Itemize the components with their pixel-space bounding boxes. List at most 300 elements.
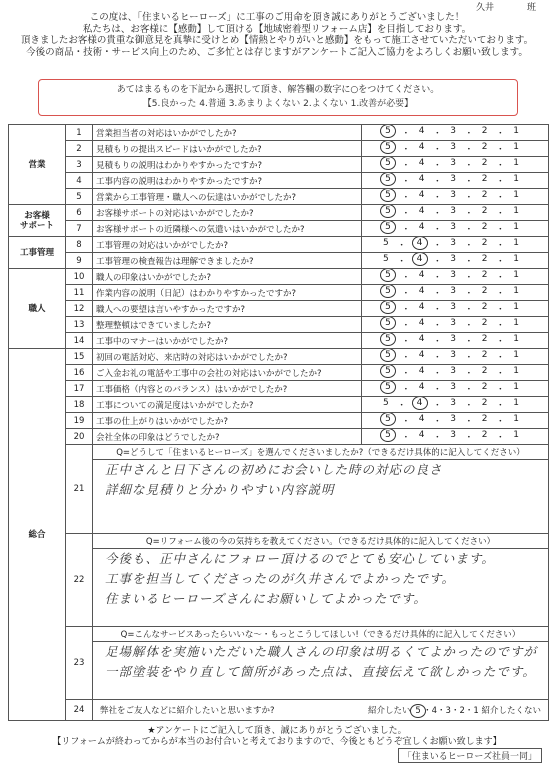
rating-separator: ・ — [432, 273, 442, 283]
rating-separator: ・ — [464, 353, 474, 363]
rating-option[interactable]: 1 — [513, 158, 519, 168]
rating-separator: ・ — [432, 305, 442, 315]
intro-line: 私たちは、お客様に【感動】して頂ける【地域密着型リフォーム店】を目指しております。 — [82, 23, 472, 35]
rating-option[interactable]: 1 — [513, 142, 519, 152]
rating-option[interactable]: 3 — [450, 270, 456, 280]
rating-option[interactable]: 2 — [481, 334, 488, 344]
rating-scale[interactable] — [362, 253, 549, 269]
rating-separator: ・ — [432, 209, 442, 219]
question-text: 整理整頓はできていましたか? — [93, 317, 362, 333]
table-row — [9, 237, 549, 253]
table-row — [9, 349, 549, 365]
question-number: 13 — [66, 317, 93, 333]
free-question-text: Q=リフォーム後の今の気持ちを教えてください。（できるだけ具体的に記入してください） — [93, 534, 548, 549]
question-number: 1 — [66, 125, 93, 141]
rating-option[interactable]: 1 — [513, 222, 519, 232]
rating-separator: ・ — [432, 417, 442, 427]
table-row — [9, 700, 549, 721]
rating-scale[interactable] — [362, 125, 549, 141]
rating-option[interactable]: 3 — [450, 286, 456, 296]
rating-separator: ・ — [432, 321, 442, 331]
rating-option[interactable]: 1 — [513, 126, 519, 136]
rating-option[interactable]: 1 — [513, 318, 519, 328]
rating-option[interactable]: 3 — [450, 158, 456, 168]
rating-separator: ・ — [464, 241, 474, 251]
rating-separator: ・ — [432, 289, 442, 299]
table-row — [9, 445, 549, 534]
table-row — [9, 333, 549, 349]
rating-separator: ・ — [495, 129, 505, 139]
rating-option[interactable]: 5 — [380, 125, 396, 139]
rating-option[interactable]: 2 — [481, 142, 488, 152]
rating-option[interactable]: 2 — [481, 430, 488, 440]
rating-option[interactable]: 2 — [481, 126, 488, 136]
referral-answer[interactable]: 5 — [410, 704, 426, 718]
handwritten-answer: 足場解体を実施いただいた職人さんの印象は明るくてよかったのですが — [105, 644, 538, 659]
handwritten-answer: 一部塗装をやり直して箇所があった点は、直接伝えて欲しかったです。 — [105, 664, 536, 679]
rating-separator: ・ — [397, 257, 407, 267]
question-text: 工事価格（内容とのバランス）はいかがでしたか? — [93, 381, 362, 397]
question-number: 2 — [66, 141, 93, 157]
table-row — [9, 301, 549, 317]
rating-option[interactable]: 4 — [418, 318, 425, 328]
rating-option[interactable]: 2 — [481, 222, 488, 232]
rating-option[interactable]: 4 — [412, 397, 428, 411]
rating-separator: ・ — [495, 385, 505, 395]
rating-separator: ・ — [495, 321, 505, 331]
category-cell: 工事管理 — [9, 237, 66, 269]
rating-separator: ・ — [464, 257, 474, 267]
rating-scale[interactable] — [362, 173, 549, 189]
rating-option[interactable]: 4 — [418, 302, 425, 312]
rating-option[interactable]: 5 — [380, 157, 396, 171]
question-number: 11 — [66, 285, 93, 301]
rating-option[interactable]: 5 — [380, 269, 396, 283]
rating-scale[interactable] — [362, 317, 549, 333]
rating-separator: ・ — [464, 145, 474, 155]
table-row — [9, 221, 549, 237]
rating-option[interactable]: 4 — [412, 253, 428, 267]
rating-separator: ・ — [464, 273, 474, 283]
rating-option[interactable]: 1 — [513, 238, 519, 248]
rating-option[interactable]: 2 — [481, 350, 488, 360]
rating-separator: ・ — [401, 225, 411, 235]
question-number: 6 — [66, 205, 93, 221]
rating-separator: ・ — [401, 145, 411, 155]
rating-option[interactable]: 1 — [513, 190, 519, 200]
referral-question: 弊社をご友人などに紹介したいと思いますか? — [100, 706, 275, 716]
rating-separator: ・ — [495, 289, 505, 299]
rating-option[interactable]: 1 — [513, 206, 519, 216]
table-row — [9, 413, 549, 429]
question-number: 3 — [66, 157, 93, 173]
header-class: 班 — [526, 3, 536, 13]
rating-separator: ・ — [432, 241, 442, 251]
rating-separator: ・ — [495, 257, 505, 267]
question-number: 12 — [66, 301, 93, 317]
rating-separator: ・ — [401, 337, 411, 347]
table-row — [9, 269, 549, 285]
footer-message: 【リフォームが終わってからが本当のお付合いと考えておりますので、今後ともどうぞ宜しくお願い致します】 — [52, 737, 502, 747]
rating-separator: ・ — [432, 177, 442, 187]
rating-option[interactable]: 2 — [481, 158, 488, 168]
rating-option[interactable]: 5 — [380, 413, 396, 427]
rating-separator: ・ — [495, 369, 505, 379]
rating-option[interactable]: 3 — [450, 398, 456, 408]
intro-text — [0, 12, 554, 58]
rating-option[interactable]: 3 — [450, 334, 456, 344]
question-number: 17 — [66, 381, 93, 397]
rating-separator: ・ — [464, 177, 474, 187]
rating-separator: ・ — [432, 161, 442, 171]
rating-option[interactable]: 1 — [513, 286, 519, 296]
rating-separator: ・ — [401, 305, 411, 315]
question-number: 5 — [66, 189, 93, 205]
table-row — [9, 189, 549, 205]
rating-separator: ・ — [464, 417, 474, 427]
instruction-line: あてはまるものを下記から選択して頂き、解答欄の数字に○をつけてください。 — [116, 85, 440, 95]
header-name: 久井 — [475, 3, 494, 13]
rating-option[interactable]: 5 — [380, 285, 396, 299]
rating-scale[interactable] — [362, 429, 549, 445]
question-number: 7 — [66, 221, 93, 237]
table-row — [9, 397, 549, 413]
rating-option[interactable]: 4 — [418, 142, 425, 152]
category-cell: お客様 サポート — [9, 205, 66, 237]
rating-option[interactable]: 1 — [513, 366, 519, 376]
question-text: 初回の電話対応、来店時の対応はいかがでしたか? — [93, 349, 362, 365]
rating-option[interactable]: 1 — [513, 254, 519, 264]
referral-right-label: 紹介したくない — [481, 706, 541, 716]
rating-option[interactable]: 1 — [513, 302, 519, 312]
question-number: 19 — [66, 413, 93, 429]
question-number: 16 — [66, 365, 93, 381]
rating-option[interactable]: 4 — [418, 382, 425, 392]
rating-separator: ・ — [495, 305, 505, 315]
rating-separator: ・ — [464, 401, 474, 411]
table-row — [9, 365, 549, 381]
category-cell: 営業 — [9, 125, 66, 205]
rating-option[interactable]: 2 — [481, 254, 488, 264]
handwritten-answer: 今後も、正中さんにフォロー頂けるのでとても安心しています。 — [105, 551, 495, 566]
referral-scale[interactable] — [368, 704, 541, 716]
question-text: ご入金お礼の電話や工事中の会社の対応はいかがでしたか? — [93, 365, 362, 381]
rating-scale[interactable] — [362, 141, 549, 157]
rating-separator: ・ — [495, 337, 505, 347]
question-text: 工事管理の対応はいかがでしたか? — [93, 237, 362, 253]
rating-option[interactable]: 2 — [481, 414, 488, 424]
rating-option[interactable]: 5 — [380, 173, 396, 187]
referral-options: ・4・3・2・1 — [423, 706, 482, 716]
intro-line: 頂きましたお客様の貴重な御意見を真摯に受けとめ【情熱とやりがいと感動】をもって施工させていただいております。 — [20, 35, 534, 46]
rating-option[interactable]: 3 — [450, 382, 456, 392]
rating-separator: ・ — [397, 241, 407, 251]
rating-separator: ・ — [397, 401, 407, 411]
question-text: 営業から工事管理・職人への伝達はいかがでしたか? — [93, 189, 362, 205]
question-number: 15 — [66, 349, 93, 365]
rating-option[interactable]: 1 — [513, 270, 519, 280]
rating-separator: ・ — [401, 177, 411, 187]
rating-scale[interactable] — [362, 301, 549, 317]
handwritten-answer: 詳細な見積りと分かりやすい内容説明 — [105, 482, 335, 497]
rating-option[interactable]: 3 — [450, 414, 456, 424]
rating-option[interactable]: 5 — [380, 333, 396, 347]
footer-thanks: ★アンケートにご記入して頂き、誠にありがとうございました。 — [147, 726, 407, 736]
rating-separator: ・ — [464, 193, 474, 203]
rating-separator: ・ — [464, 129, 474, 139]
table-row — [9, 381, 549, 397]
question-text: 工事の仕上がりはいかがでしたか? — [93, 413, 362, 429]
rating-separator: ・ — [401, 161, 411, 171]
question-number: 22 — [66, 534, 93, 627]
instruction-scale: 【5.良かった 4.普通 3.あまりよくない 2.よくない 1.改善が必要】 — [142, 99, 414, 109]
rating-scale[interactable] — [362, 285, 549, 301]
table-row — [9, 317, 549, 333]
question-number: 24 — [66, 700, 93, 721]
rating-separator: ・ — [464, 209, 474, 219]
rating-option[interactable]: 5 — [380, 189, 396, 203]
instruction-box — [38, 79, 518, 116]
question-text: 職人の印象はいかがでしたか? — [93, 269, 362, 285]
question-number: 14 — [66, 333, 93, 349]
table-row — [9, 627, 549, 700]
rating-option[interactable]: 3 — [450, 430, 456, 440]
rating-separator: ・ — [432, 353, 442, 363]
rating-separator: ・ — [464, 305, 474, 315]
question-number: 20 — [66, 429, 93, 445]
rating-option[interactable]: 1 — [513, 350, 519, 360]
category-cell: 職人 — [9, 269, 66, 349]
rating-option[interactable]: 1 — [513, 174, 519, 184]
rating-separator: ・ — [432, 433, 442, 443]
rating-option[interactable]: 1 — [513, 398, 519, 408]
table-row — [9, 205, 549, 221]
rating-option[interactable]: 4 — [418, 334, 425, 344]
rating-option[interactable]: 2 — [481, 398, 488, 408]
rating-separator: ・ — [464, 161, 474, 171]
rating-separator: ・ — [401, 353, 411, 363]
rating-separator: ・ — [432, 401, 442, 411]
referral-left-label: 紹介したい — [367, 706, 414, 716]
rating-option[interactable]: 5 — [383, 238, 389, 248]
rating-scale[interactable] — [362, 221, 549, 237]
rating-option[interactable]: 4 — [418, 206, 425, 216]
rating-option[interactable]: 3 — [450, 318, 456, 328]
rating-option[interactable]: 3 — [450, 350, 456, 360]
rating-scale[interactable] — [362, 397, 549, 413]
table-row — [9, 285, 549, 301]
rating-option[interactable]: 2 — [481, 206, 488, 216]
rating-option[interactable]: 2 — [481, 286, 488, 296]
rating-option[interactable]: 2 — [481, 382, 488, 392]
table-row — [9, 141, 549, 157]
rating-separator: ・ — [401, 385, 411, 395]
category-cell: 総合 — [9, 349, 66, 721]
table-row — [9, 253, 549, 269]
rating-separator: ・ — [495, 353, 505, 363]
rating-option[interactable]: 5 — [380, 365, 396, 379]
rating-separator: ・ — [495, 433, 505, 443]
rating-separator: ・ — [432, 145, 442, 155]
handwritten-answer: 工事を担当してくださったのが久井さんでよかったです。 — [105, 571, 456, 586]
intro-line: 今後の商品・技術・サービス向上のため、ご多忙とは存じますがアンケートご記入ご協力をよろしくお願い致します。 — [26, 46, 528, 58]
rating-option[interactable]: 4 — [418, 126, 425, 136]
rating-scale[interactable] — [362, 365, 549, 381]
rating-option[interactable]: 4 — [418, 158, 425, 168]
rating-separator: ・ — [464, 321, 474, 331]
question-text: 工事内容の説明はわかりやすかったですか? — [93, 173, 362, 189]
question-text: 営業担当者の対応はいかがでしたか? — [93, 125, 362, 141]
rating-option[interactable]: 2 — [481, 302, 488, 312]
table-row — [9, 125, 549, 141]
rating-separator: ・ — [495, 145, 505, 155]
rating-scale[interactable] — [362, 157, 549, 173]
handwritten-answer: 正中さんと日下さんの初めにお会いした時の対応の良さ — [105, 462, 443, 477]
rating-scale[interactable] — [362, 205, 549, 221]
rating-separator: ・ — [432, 225, 442, 235]
question-number: 9 — [66, 253, 93, 269]
question-number: 4 — [66, 173, 93, 189]
question-text: 見積もりの提出スピードはいかがでしたか? — [93, 141, 362, 157]
rating-scale[interactable] — [362, 333, 549, 349]
table-row — [9, 173, 549, 189]
table-row — [9, 157, 549, 173]
question-text: 工事についての満足度はいかがでしたか? — [93, 397, 362, 413]
survey-table — [8, 124, 549, 721]
rating-option[interactable]: 4 — [418, 414, 425, 424]
rating-separator: ・ — [401, 273, 411, 283]
rating-separator: ・ — [495, 209, 505, 219]
rating-option[interactable]: 2 — [481, 366, 488, 376]
rating-option[interactable]: 5 — [380, 381, 396, 395]
rating-option[interactable]: 4 — [418, 286, 425, 296]
rating-separator: ・ — [495, 161, 505, 171]
intro-line: この度は、「住まいるヒーローズ」に工事のご用命を頂き誠にありがとうございました！ — [89, 12, 465, 23]
rating-option[interactable]: 5 — [380, 301, 396, 315]
rating-separator: ・ — [495, 401, 505, 411]
rating-separator: ・ — [464, 433, 474, 443]
rating-option[interactable]: 2 — [481, 318, 488, 328]
rating-separator: ・ — [495, 177, 505, 187]
rating-separator: ・ — [401, 417, 411, 427]
rating-separator: ・ — [432, 385, 442, 395]
rating-separator: ・ — [401, 433, 411, 443]
handwritten-answer: 住まいるヒーローズさんにお願いしてよかったです。 — [105, 591, 427, 606]
question-text: 作業内容の説明（日記）はわかりやすかったですか? — [93, 285, 362, 301]
rating-separator: ・ — [432, 257, 442, 267]
rating-scale[interactable] — [362, 381, 549, 397]
rating-option[interactable]: 2 — [481, 238, 488, 248]
rating-option[interactable]: 5 — [380, 221, 396, 235]
rating-option[interactable]: 1 — [513, 382, 519, 392]
question-text: お客様サポートの近隣様への気遣いはいかがでしたか? — [93, 221, 362, 237]
rating-option[interactable]: 3 — [450, 222, 456, 232]
rating-option[interactable]: 4 — [418, 350, 425, 360]
rating-option[interactable]: 4 — [418, 190, 425, 200]
rating-separator: ・ — [432, 193, 442, 203]
free-answer-cell[interactable] — [93, 627, 549, 700]
rating-option[interactable]: 3 — [450, 254, 456, 264]
rating-separator: ・ — [464, 369, 474, 379]
free-question-text: Q=こんなサービスあったらいいな～・もっとこうしてほしい!（できるだけ具体的に記入してください） — [93, 627, 548, 642]
rating-option[interactable]: 3 — [450, 142, 456, 152]
rating-scale[interactable] — [362, 189, 549, 205]
rating-option[interactable]: 3 — [450, 206, 456, 216]
rating-separator: ・ — [495, 273, 505, 283]
rating-option[interactable]: 5 — [380, 141, 396, 155]
question-text: 職人への要望は言いやすかったですか? — [93, 301, 362, 317]
rating-option[interactable]: 5 — [380, 317, 396, 331]
rating-option[interactable]: 5 — [380, 205, 396, 219]
question-number: 10 — [66, 269, 93, 285]
rating-option[interactable]: 1 — [513, 430, 519, 440]
footer — [0, 726, 554, 748]
rating-separator: ・ — [495, 417, 505, 427]
rating-separator: ・ — [495, 193, 505, 203]
rating-option[interactable]: 3 — [450, 238, 456, 248]
rating-separator: ・ — [464, 289, 474, 299]
free-question-text: Q=どうして「住まいるヒーローズ」を選んでくださいましたか?（できるだけ具体的に記入してください） — [93, 445, 548, 460]
question-number: 23 — [66, 627, 93, 700]
question-text: 会社全体の印象はどうでしたか? — [93, 429, 362, 445]
rating-scale[interactable] — [362, 413, 549, 429]
rating-separator: ・ — [495, 241, 505, 251]
rating-option[interactable]: 5 — [383, 398, 389, 408]
rating-option[interactable]: 5 — [383, 254, 389, 264]
rating-option[interactable]: 5 — [380, 429, 396, 443]
question-number: 8 — [66, 237, 93, 253]
footer-signature: 「住まいるヒーローズ社員一同」 — [398, 748, 542, 763]
rating-separator: ・ — [401, 369, 411, 379]
rating-option[interactable]: 3 — [450, 190, 456, 200]
rating-option[interactable]: 3 — [450, 174, 456, 184]
rating-option[interactable]: 3 — [450, 126, 456, 136]
free-answer-cell[interactable] — [93, 445, 549, 534]
question-text: 工事中のマナーはいかがでしたか? — [93, 333, 362, 349]
rating-option[interactable]: 1 — [513, 414, 519, 424]
rating-option[interactable]: 4 — [412, 237, 428, 251]
rating-option[interactable]: 3 — [450, 366, 456, 376]
rating-option[interactable]: 4 — [418, 270, 425, 280]
rating-separator: ・ — [495, 225, 505, 235]
rating-option[interactable]: 2 — [481, 174, 488, 184]
question-text: 見積もりの説明はわかりやすかったですか? — [93, 157, 362, 173]
rating-separator: ・ — [464, 337, 474, 347]
rating-separator: ・ — [432, 129, 442, 139]
referral-cell[interactable] — [93, 700, 549, 721]
rating-separator: ・ — [464, 225, 474, 235]
rating-option[interactable]: 4 — [418, 366, 425, 376]
rating-option[interactable]: 4 — [418, 174, 425, 184]
rating-scale[interactable] — [362, 269, 549, 285]
rating-option[interactable]: 4 — [418, 222, 425, 232]
rating-scale[interactable] — [362, 237, 549, 253]
rating-option[interactable]: 1 — [513, 334, 519, 344]
free-answer-cell[interactable] — [93, 534, 549, 627]
question-number: 21 — [66, 445, 93, 534]
question-text: お客様サポートの対応はいかがでしたか? — [93, 205, 362, 221]
rating-separator: ・ — [401, 321, 411, 331]
rating-option[interactable]: 2 — [481, 190, 488, 200]
rating-option[interactable]: 3 — [450, 302, 456, 312]
rating-separator: ・ — [432, 337, 442, 347]
rating-scale[interactable] — [362, 349, 549, 365]
question-number: 18 — [66, 397, 93, 413]
rating-option[interactable]: 5 — [380, 349, 396, 363]
rating-separator: ・ — [401, 289, 411, 299]
rating-option[interactable]: 4 — [418, 430, 425, 440]
rating-option[interactable]: 2 — [481, 270, 488, 280]
